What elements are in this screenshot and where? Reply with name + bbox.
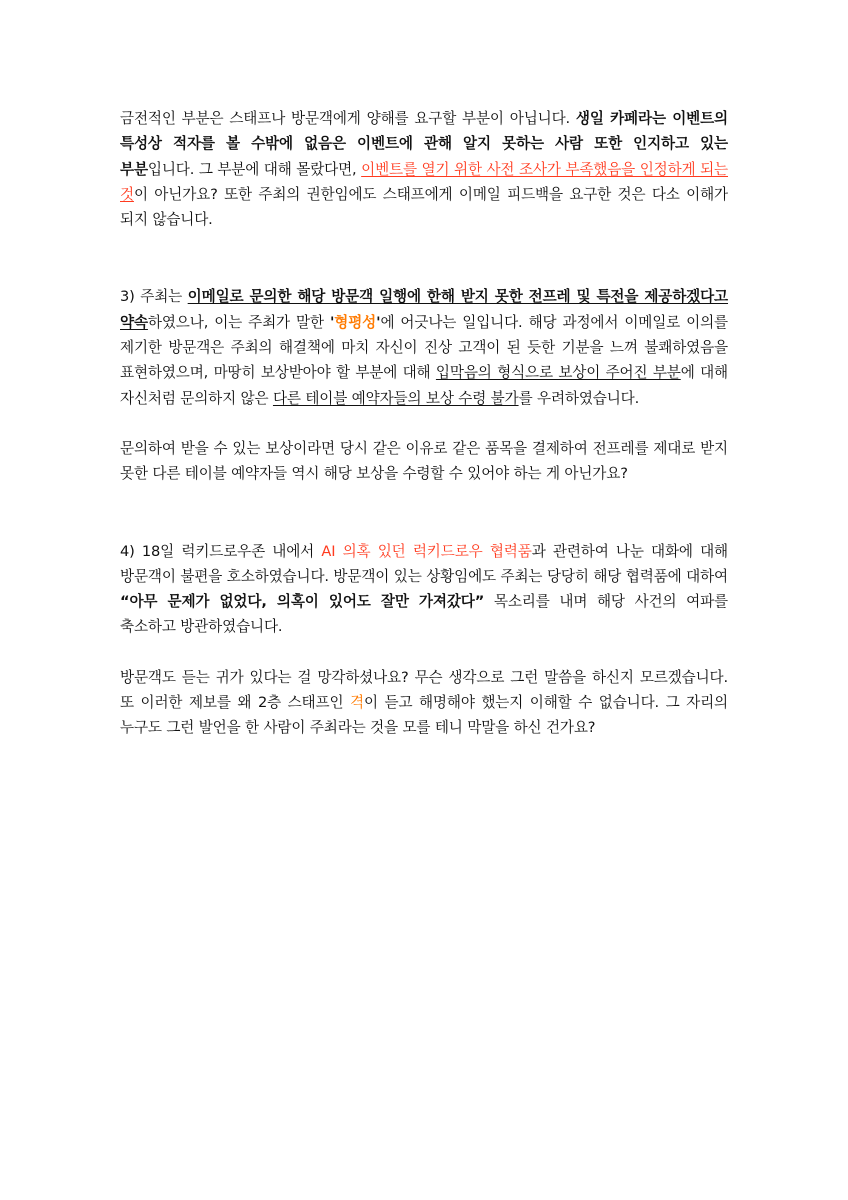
text-span: 이 아닌가요? 또한 주최의 권한임에도 스태프에게 이메일 피드백을 요구한 것은 다소 이해가 되지 않습니다.	[120, 185, 728, 229]
text-span: 목소리를 내며 해당 사건의 여파를 축소하고 방관하였습니다.	[120, 593, 728, 636]
bold-underlined-text-span: 이메일로 문의한 해당 방문객 일행에 한해 받지 못한 전프레 및 특전을 제공하겠다고 약속	[120, 288, 729, 331]
text-span: 과 관련하여 나눈 대화에 대해 방문객이 불편을 호소하였습니다. 방문객이 있는 상황임에도 주최는 당당히 해당 협력품에 대하여	[120, 542, 728, 585]
paragraph-item-3	[120, 284, 728, 410]
text-span: 입니다. 그 부분에 대해 몰랐다면,	[147, 160, 362, 178]
text-span: 방문객도 듣는 귀가 있다는 걸 망각하셨나요? 무슨 생각으로 그런 말씀을 하신지 모르겠습니다. 또 이러한 제보를 왜 2층 스태프인	[120, 668, 728, 712]
text-span: 하였으나, 이는 주최가 말한	[147, 313, 330, 331]
red-underlined-text-span: 이벤트를 열기 위한 사전 조사가 부족했음을 인정하게 되는 것	[120, 160, 728, 203]
text-span: 금전적인 부분은 스태프나 방문객에게 양해를 요구할 부분이 아닙니다.	[120, 110, 576, 127]
red-text-span: AI 의혹 있던 럭키드로우 협력품	[321, 542, 532, 560]
underlined-text-span: 입막음의 형식으로 보상이 주어진 부분	[435, 364, 681, 382]
text-span: 4) 18일 럭키드로우존 내에서	[120, 542, 322, 560]
text-span: 3) 주최는	[120, 288, 188, 306]
orange-bold-text-span: 형평성	[334, 313, 377, 331]
text-span: 에 대해 자신처럼 문의하지 않은	[120, 364, 728, 407]
bold-text-span: 생일 카페라는 이벤트의 특성상 적자를 볼 수밖에 없음은 이벤트에 관해 알지 못하는 사람 또한 인지하고 있는 부분	[120, 110, 728, 178]
paragraph-compensation-question	[120, 436, 728, 487]
paragraph-closing-question	[120, 665, 728, 741]
paragraph-item-4	[120, 539, 728, 640]
quote-mark: '	[376, 313, 381, 331]
text-span: 를 우려하였습니다.	[518, 389, 640, 407]
quote-mark: '	[329, 313, 335, 331]
orange-text-span: 격	[350, 694, 364, 712]
bold-quote-span: “아무 문제가 없었다, 의혹이 있어도 잘만 가져갔다”	[120, 593, 485, 611]
paragraph-financial	[120, 106, 728, 232]
text-span: 에 어긋나는 일입니다. 해당 과정에서 이메일로 이의를 제기한 방문객은 주최의 해결책에 마치 자신이 진상 고객이 된 듯한 기분을 느껴 불쾌하였음을 표현하였으며, 마땅히 보상받아야 할 부분에 대해	[120, 313, 728, 382]
underlined-text-span: 다른 테이블 예약자들의 보상 수령 불가	[272, 389, 519, 407]
text-span: 이 듣고 해명해야 했는지 이해할 수 없습니다. 그 자리의 누구도 그런 발언을 한 사람이 주최라는 것을 모를 테니 막말을 하신 건가요?	[120, 694, 729, 737]
document-page	[120, 106, 728, 741]
text-span: 문의하여 받을 수 있는 보상이라면 당시 같은 이유로 같은 품목을 결제하여 전프레를 제대로 받지 못한 다른 테이블 예약자들 역시 해당 보상을 수령할 수 있어야 하는 게 아닌가요?	[120, 439, 728, 483]
